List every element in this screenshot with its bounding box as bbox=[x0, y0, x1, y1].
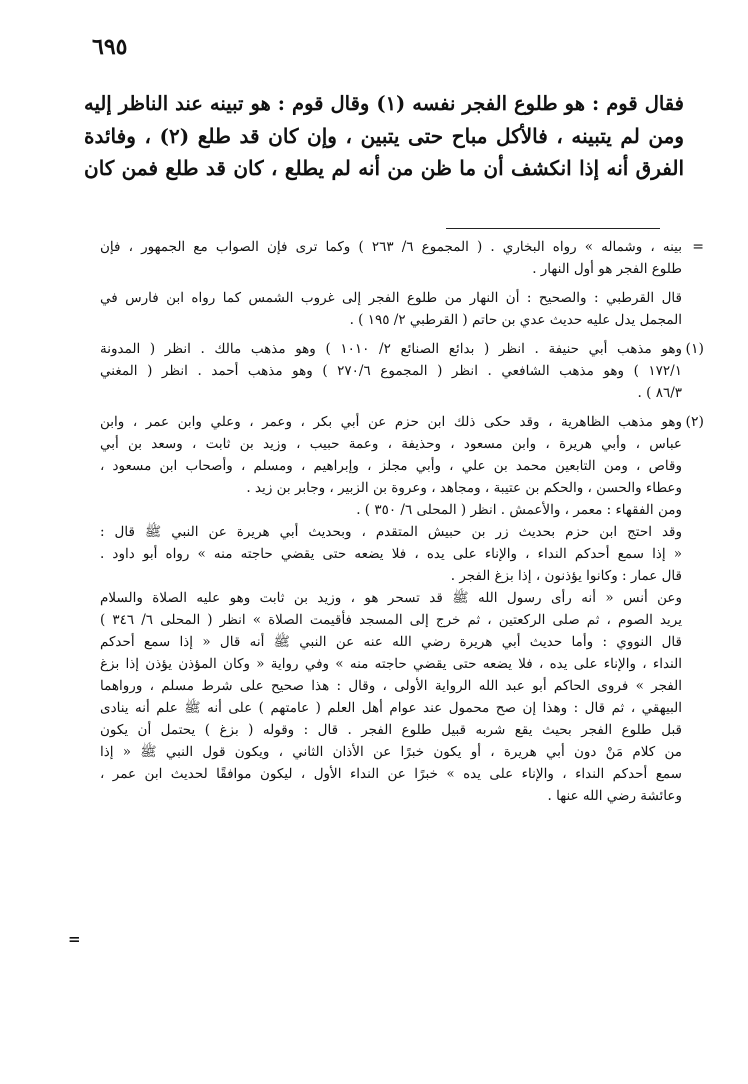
footnote-line: عباس ، وأبي هريرة ، وابن مسعود ، وحذيفة ، وعمة حبيب ، وزيد بن ثابت ، وسعد بن أبي bbox=[100, 436, 682, 452]
footnote-line: ومن الفقهاء : معمر ، والأعمش . انظر ( المحلى ٦/ ٣٥٠ ) . bbox=[356, 502, 682, 518]
footnote-line: قبل طلوع الفجر بحيث يقع شربه قبيل طلوع الفجر . قال : وقوله ( بزغ ) يحتمل أن يكون bbox=[100, 722, 682, 738]
footnote-line: ١٧٢/١ ) وهو مذهب الشافعي . انظر ( المجموع ٢٧٠/٦ ) وهو مذهب أحمد . انظر ( المغني bbox=[100, 363, 682, 379]
footnote-line: طلوع الفجر هو أول النهار . bbox=[532, 261, 682, 277]
footnote-separator bbox=[446, 228, 660, 229]
footnote-marker: (١) bbox=[685, 341, 704, 357]
footnote-line: بينه ، وشماله » رواه البخاري . ( المجموع ٦/ ٢٦٣ ) وكما ترى فإن الصواب مع الجمهور ، فإن bbox=[100, 239, 682, 255]
main-text-line: فقال قوم : هو طلوع الفجر نفسه (١) وقال قوم : هو تبينه عند الناظر إليه bbox=[84, 92, 684, 115]
footnote-line: من كلام مَنْ دون أبي هريرة ، أو يكون خبرًا عن الأذان الثاني ، ويكون قول النبي ﷺ « إذا bbox=[100, 744, 682, 760]
footnote-line: وهو مذهب الظاهرية ، وقد حكى ذلك ابن حزم عن أبي بكر ، وعمر ، وعلي وابن عمر ، وابن bbox=[100, 414, 682, 430]
footnote-line: وعطاء والحسن ، والحكم بن عتيبة ، ومجاهد ، وعروة بن الزبير ، وجابر بن زيد . bbox=[246, 480, 682, 496]
footnote-1 bbox=[100, 338, 704, 404]
footnote-line: المجمل يدل عليه حديث عدي بن حاتم ( القرطبي ٢/ ١٩٥ ) . bbox=[349, 312, 682, 328]
footnote-line: يريد الصوم ، ثم صلى الركعتين ، ثم خرج إلى المسجد فأقيمت الصلاة » انظر ( المحلى ٦/ ٣٤٦ ) bbox=[100, 612, 683, 628]
footnote-line: وهو مذهب أبي حنيفة . انظر ( بدائع الصنائع ٢/ ١٠١٠ ) وهو مذهب مالك . انظر ( المدونة bbox=[100, 341, 682, 357]
footnote-line: « إذا سمع أحدكم النداء ، والإناء على يده ، فلا يضعه حتى يقضي حاجته منه » رواه أبو داود . bbox=[100, 546, 682, 562]
footnote-line: وعائشة رضي الله عنها . bbox=[547, 788, 682, 804]
main-text-line: ومن لم يتبينه ، فالأكل مباح حتى يتبين ، وإن كان قد طلع (٢) ، وفائدة bbox=[84, 124, 685, 148]
footnote-line: ٨٦/٣ ) . bbox=[637, 385, 682, 401]
footnote-continuation bbox=[100, 236, 704, 280]
footnote-line: سمع أحدكم النداء ، والإناء على يده » خبرًا عن النداء الأول ، ليكون موافقًا لحديث ابن عمر ، bbox=[100, 766, 682, 782]
footnote-line: وقد احتج ابن حزم بحديث زر بن حبيش المتقدم ، وبحديث أبي هريرة عن النبي ﷺ قال : bbox=[100, 524, 682, 540]
footnote-marker: (٢) bbox=[685, 414, 704, 430]
footnote-marker: = bbox=[692, 239, 704, 255]
footnotes-section bbox=[100, 236, 704, 814]
footnote-line: قال عمار : وكانوا يؤذنون ، إذا بزغ الفجر . bbox=[450, 568, 682, 584]
main-text bbox=[84, 88, 684, 184]
footnote-2 bbox=[100, 411, 704, 807]
footnote-line: قال النووي : وأما حديث أبي هريرة رضي الله عنه عن النبي ﷺ أنه قال « إذا سمع أحدكم bbox=[100, 634, 682, 650]
page-number: ٦٩٥ bbox=[92, 34, 128, 60]
footnote-paragraph bbox=[100, 287, 682, 331]
main-text-line: الفرق أنه إذا انكشف أن ما ظن من أنه لم يطلع ، كان قد طلع فمن كان bbox=[84, 156, 684, 180]
footnote-line: قال القرطبي : والصحيح : أن النهار من طلوع الفجر إلى غروب الشمس كما رواه ابن فارس في bbox=[100, 290, 682, 306]
footnote-line: الفجر » فروى الحاكم أبو عبد الله الرواية الأولى ، وقال : هذا صحيح على شرط مسلم ، ورواهما bbox=[100, 678, 682, 694]
footnote-line: وعن أنس « أنه رأى رسول الله ﷺ قد تسحر هو ، وزيد بن ثابت وهو عليه الصلاة والسلام bbox=[100, 590, 682, 606]
footnote-line: وقاص ، ومن التابعين محمد بن علي ، وأبي مجلز ، وإبراهيم ، ومسلم ، وأصحاب ابن مسعود ، bbox=[100, 458, 682, 474]
footnote-line: البيهقي ، ثم قال : وهذا إن صح محمول عند عوام أهل العلم ( عامتهم ) على أنه ﷺ علم أنه ينادى bbox=[100, 700, 682, 716]
continuation-mark: = bbox=[68, 930, 81, 948]
footnote-line: النداء ، والإناء على يده ، فلا يضعه حتى يقضي حاجته منه » وفي رواية « وكان المؤذن يؤذن إذا بزغ bbox=[100, 656, 682, 672]
